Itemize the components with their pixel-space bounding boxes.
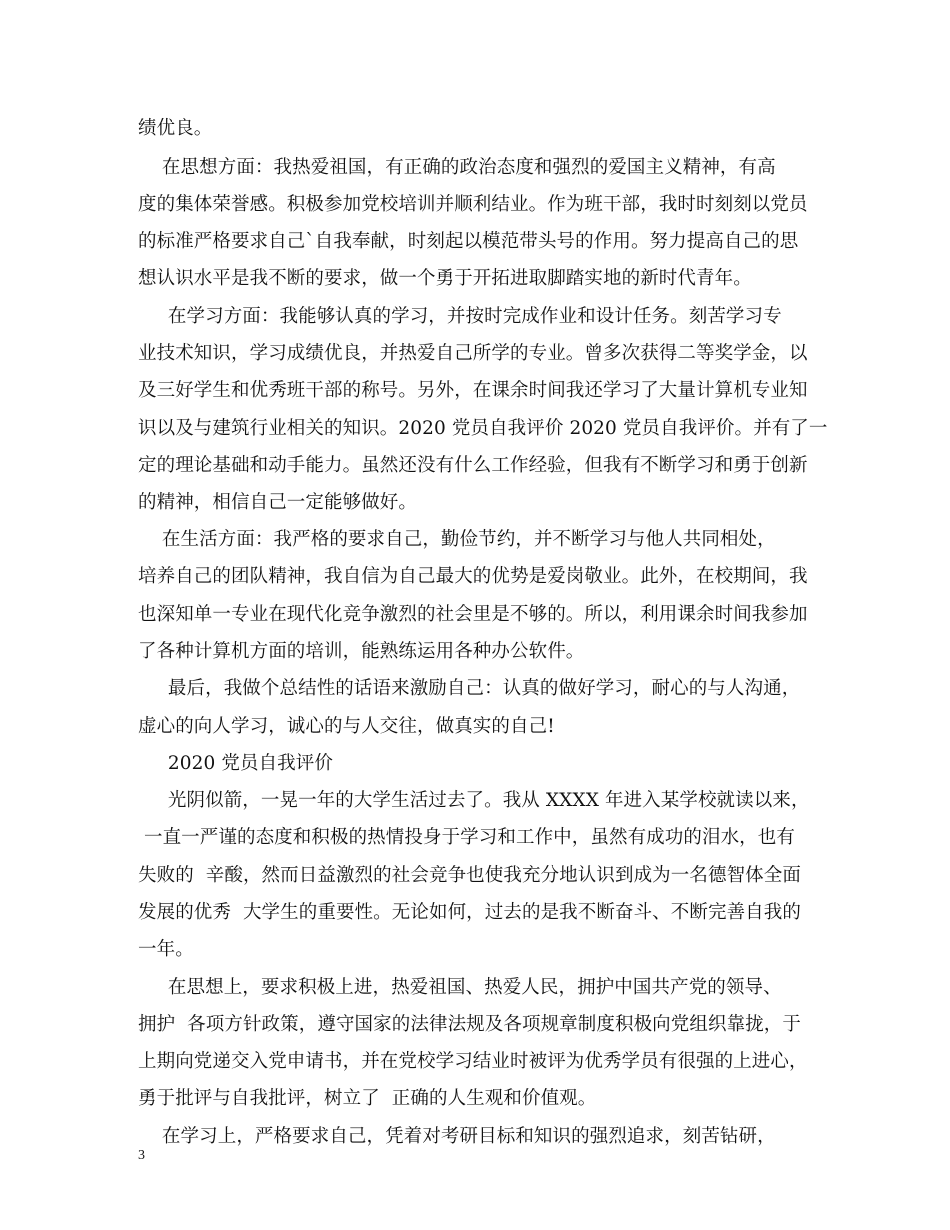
text-line: 虚心的向人学习，诚心的与人交往，做真实的自己! (138, 716, 555, 737)
text-line: 在思想方面：我热爱祖国，有正确的政治态度和强烈的爱国主义精神，有高 (138, 157, 776, 178)
page-number: 3 (138, 1148, 145, 1163)
text-line: 的精神，相信自己一定能够做好。 (138, 492, 418, 513)
text-line: 想认识水平是我不断的要求，做一个勇于开拓进取脚踏实地的新时代青年。 (138, 268, 752, 289)
text-line: 在学习上，严格要求自己，凭着对考研目标和知识的强烈追求，刻苦钻研， (138, 1126, 776, 1147)
text-line: 失败的 辛酸，然而日益激烈的社会竞争也使我充分地认识到成为一名德智体全面 (138, 865, 801, 886)
text-line: 在学习方面：我能够认真的学习，并按时完成作业和设计任务。刻苦学习专 (138, 306, 782, 327)
text-line: 最后，我做个总结性的话语来激励自己：认真的做好学习，耐心的与人沟通， (138, 678, 801, 699)
text-line: 发展的优秀 大学生的重要性。无论如何，过去的是我不断奋斗、不断完善自我的 (138, 902, 801, 923)
text-line: 光阴似箭，一晃一年的大学生活过去了。我从 XXXX 年进入某学校就读以来， (138, 790, 810, 811)
text-line: 上期向党递交入党申请书，并在党校学习结业时被评为优秀学员有很强的上进心， (138, 1051, 808, 1072)
text-line: 在思想上，要求积极上进，热爱祖国、热爱人民，拥护中国共产党的领导、 (138, 977, 782, 998)
text-line: 识以及与建筑行业相关的知识。2020 党员自我评价 2020 党员自我评价。并有了一 (138, 418, 828, 439)
text-line: 定的理论基础和动手能力。虽然还没有什么工作经验，但我有不断学习和勇于创新 (138, 455, 808, 476)
text-line: 度的集体荣誉感。积极参加党校培训并顺利结业。作为班干部，我时时刻刻以党员 (138, 194, 808, 215)
text-line: 绩优良。 (138, 118, 213, 139)
text-line: 一年。 (138, 939, 194, 960)
text-line: 拥护 各项方针政策，遵守国家的法律法规及各项规章制度积极向党组织靠拢，于 (138, 1014, 801, 1035)
text-line: 业技术知识，学习成绩优良，并热爱自己所学的专业。曾多次获得二等奖学金，以 (138, 343, 808, 364)
text-line: 一直一严谨的态度和积极的热情投身于学习和工作中，虽然有成功的泪水，也有 (138, 827, 795, 848)
text-line: 的标准严格要求自己`自我奉献，时刻起以模范带头号的作用。努力提高自己的思 (138, 231, 799, 252)
text-line: 勇于批评与自我批评，树立了 正确的人生观和价值观。 (138, 1088, 597, 1109)
text-line: 也深知单一专业在现代化竞争激烈的社会里是不够的。所以，利用课余时间我参加 (138, 604, 808, 625)
text-line: 及三好学生和优秀班干部的称号。另外，在课余时间我还学习了大量计算机专业知 (138, 380, 808, 401)
text-line: 培养自己的团队精神，我自信为自己最大的优势是爱岗敬业。此外，在校期间，我 (138, 566, 808, 587)
text-line: 在生活方面：我严格的要求自己，勤俭节约，并不断学习与他人共同相处， (138, 529, 776, 550)
text-line: 了各种计算机方面的培训，能熟练运用各种办公软件。 (138, 641, 585, 662)
section-heading: 2020 党员自我评价 (138, 753, 333, 774)
